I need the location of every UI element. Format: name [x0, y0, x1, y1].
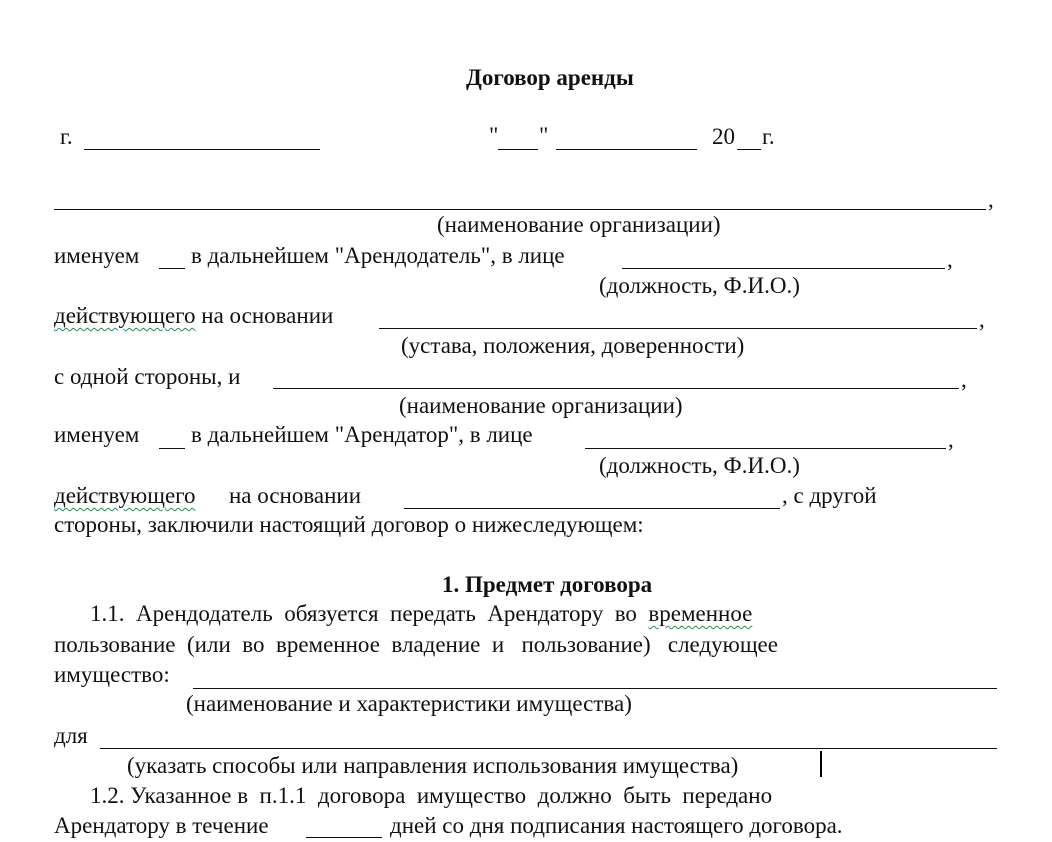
- tenant-basis-blank[interactable]: [404, 508, 780, 509]
- spellcheck-word: действующего: [54, 483, 196, 508]
- year-blank[interactable]: [737, 149, 761, 150]
- landlord-org-caption: (наименование организации): [437, 212, 721, 237]
- clause-1-1-line2: пользование (или во временное владение и пользование) следующее: [54, 632, 778, 657]
- day-quote-close: ": [539, 123, 549, 148]
- city-prefix: г.: [60, 124, 73, 149]
- property-blank[interactable]: [193, 688, 997, 689]
- landlord-acting-label: [54, 302, 333, 330]
- year-suffix: г.: [762, 124, 775, 149]
- tenant-ending-blank[interactable]: [159, 448, 185, 449]
- day-blank[interactable]: [498, 149, 538, 150]
- text-cursor: [820, 751, 822, 777]
- clause-1-1-line1: [90, 600, 752, 628]
- tenant-org-blank[interactable]: [273, 388, 959, 389]
- other-side-label: , с другой: [782, 483, 877, 508]
- landlord-position-caption: (должность, Ф.И.О.): [599, 273, 800, 298]
- concluded-line: стороны, заключили настоящий договор о нижеследующем:: [54, 512, 644, 537]
- day-quote-open: ": [489, 123, 499, 148]
- tenant-acting-word: [54, 482, 196, 510]
- month-blank[interactable]: [556, 149, 697, 150]
- comma: ,: [948, 427, 954, 452]
- tenant-basis-label: на основании: [229, 483, 362, 508]
- clause-1-2-line1: 1.2. Указанное в п.1.1 договора имущество должно быть передано: [90, 783, 773, 808]
- year-prefix: 20: [712, 124, 735, 149]
- landlord-named-label: именуем: [54, 243, 140, 268]
- purpose-label: для: [54, 723, 88, 748]
- tenant-role-label: в дальнейшем "Арендатор", в лице: [191, 422, 533, 447]
- landlord-basis-blank[interactable]: [379, 328, 977, 329]
- clause-1-2-line2-start: Арендатору в течение: [54, 813, 269, 838]
- tenant-rep-blank[interactable]: [585, 448, 946, 449]
- comma: ,: [979, 307, 985, 332]
- days-blank[interactable]: [306, 837, 382, 838]
- comma: ,: [988, 187, 994, 212]
- clause-1-1-line3: имущество:: [54, 662, 170, 687]
- landlord-org-blank[interactable]: [54, 209, 986, 210]
- one-side-label: с одной стороны, и: [54, 364, 241, 389]
- city-blank[interactable]: [84, 149, 320, 150]
- tenant-named-label: именуем: [54, 422, 140, 447]
- landlord-ending-blank[interactable]: [159, 268, 185, 269]
- tenant-position-caption: (должность, Ф.И.О.): [599, 453, 800, 478]
- section1-heading: 1. Предмет договора: [442, 572, 653, 597]
- comma: ,: [961, 367, 967, 392]
- spellcheck-word: временное: [648, 601, 753, 626]
- landlord-basis-caption: (устава, положения, доверенности): [401, 333, 745, 358]
- spellcheck-word: действующего: [54, 303, 196, 328]
- purpose-caption: (указать способы или направления использования имущества): [127, 753, 739, 778]
- tenant-org-caption: (наименование организации): [399, 393, 683, 418]
- purpose-blank[interactable]: [100, 748, 997, 749]
- landlord-role-label: в дальнейшем "Арендодатель", в лице: [191, 243, 565, 268]
- property-caption: (наименование и характеристики имущества): [186, 691, 632, 716]
- landlord-rep-blank[interactable]: [622, 268, 945, 269]
- clause-1-2-line2-end: дней со дня подписания настоящего договора.: [390, 813, 843, 838]
- acting-rest: на основании: [195, 303, 334, 328]
- document-title: Договор аренды: [466, 65, 634, 90]
- clause-1-1-text: 1.1. Арендодатель обязуется передать Арендатору во: [90, 601, 649, 626]
- comma: ,: [947, 247, 953, 272]
